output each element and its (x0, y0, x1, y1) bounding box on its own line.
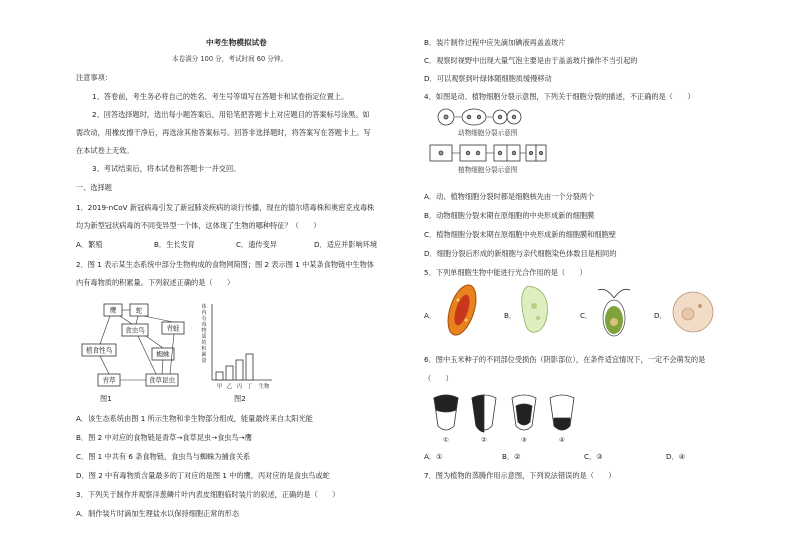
figure-2-label: 图2 (234, 394, 246, 403)
q6-option-c: C．③ (584, 452, 603, 461)
q3-option-a: A．制作装片时滴加生理盐水以保持细胞正常的形态 (76, 509, 240, 518)
chlamydomonas-image (594, 284, 634, 340)
y-label-char: 内 (201, 310, 207, 316)
food-web-node-snake: 蛇 (135, 306, 143, 315)
yeast-image (670, 290, 716, 334)
x-tick-ding: 丁 (246, 384, 253, 390)
y-label-char: 的 (201, 340, 207, 346)
q2-option-b: B．图 2 中对应的食物链是青草→食草昆虫→食虫鸟→鹰 (76, 433, 252, 442)
bar-jia (216, 372, 223, 380)
food-web-figure (80, 300, 192, 396)
section-heading: 一、选择题 (76, 183, 112, 192)
y-label-char: 有 (201, 316, 207, 322)
q6-option-a: A．① (424, 452, 443, 461)
seed-label-1: ① (443, 436, 449, 444)
animal-division-caption: 动物细胞分裂示意图 (458, 129, 518, 137)
notes-heading: 注意事项： (76, 73, 112, 82)
x-tick-bing: 丙 (236, 384, 243, 390)
food-web-node-eagle: 鹰 (109, 306, 117, 315)
seed-label-3: ③ (521, 436, 527, 444)
food-web-node-spider: 蜘蛛 (156, 350, 170, 359)
bacterium-image (438, 282, 486, 338)
q2-stem-line-1: 2．图 1 表示某生态系统中部分生物构成的食物网简图；图 2 表示图 1 中某条食物链中生物体 (76, 260, 374, 269)
q5-stem: 5．下列单细胞生物中能进行光合作用的是（ ） (424, 268, 587, 277)
q6-option-d: D．④ (666, 452, 686, 461)
q3-option-d: D．可以观察到叶绿体随细胞质缓慢移动 (424, 74, 552, 83)
q4-option-b: B．动物细胞分裂末期在原细胞的中央形成新的细胞膜 (424, 211, 595, 220)
q7-stem: 7．图为植物的蒸腾作用示意图，下列说法错误的是（ ） (424, 471, 616, 480)
food-web-node-grass: 青草 (102, 376, 116, 385)
y-label-char: 物 (201, 328, 207, 334)
note-2-line-2: 需改动，用橡皮擦干净后，再选涂其他答案标号。回答非选择题时，将答案写在答题卡上。写 (76, 128, 371, 137)
q1-stem-line-1: 1．2019-nCoV 新冠病毒引发了新冠肺炎疾病的谈行传播，现在的德尔塔毒株和奥密克戎毒株 (76, 203, 375, 212)
toxin-accumulation-chart (198, 300, 280, 392)
food-web-node-herbivorous-insect: 食草昆虫 (148, 376, 176, 385)
paramecium-image (516, 282, 556, 338)
q5-option-a: A． (424, 311, 437, 320)
food-web-node-frog: 青蛙 (166, 324, 180, 333)
note-1: 1、答卷前，考生务必将自己的姓名、考生号等填写在答题卡和试卷指定位置上。 (92, 92, 349, 101)
q1-option-b: B．生长发育 (154, 240, 195, 249)
q2-option-d: D．图 2 中有毒物质含量最多的丁对应的是图 1 中的鹰，丙对应的是食虫鸟或蛇 (76, 471, 330, 480)
q4-option-c: C．植物细胞分裂末期在原细胞中央形成新的细胞膜和细胞壁 (424, 230, 616, 239)
food-web-node-insectivorous-bird: 食虫鸟 (125, 326, 145, 335)
q2-stem-line-2: 内有毒物质的积累量。下列叙述正确的是（ ） (76, 278, 235, 287)
x-axis-label: 生物 (258, 384, 270, 390)
q6-stem-line-1: 6．图中玉米种子的不同部位受损伤（阴影部位），在条件适宜情况下，一定不会萌发的是 (424, 355, 706, 364)
q3-option-c: C．观察时视野中出现大量气泡主要是由于盖盖玻片操作不当引起的 (424, 56, 638, 65)
food-web-node-herbivorous-bird: 植食性鸟 (85, 346, 113, 355)
q4-stem: 4．如图是动、植物细胞分裂示意图，下列关于细胞分裂的描述，不正确的是（ ） (424, 92, 695, 101)
animal-cell-division-figure (436, 106, 526, 128)
y-label-char: 量 (201, 358, 207, 364)
y-label-char: 毒 (201, 322, 207, 328)
q6-stem-line-2: （ ） (424, 374, 453, 383)
q5-option-c: C． (580, 311, 593, 320)
plant-cell-division-figure (428, 142, 548, 164)
y-label-char: 累 (201, 352, 207, 358)
seed-label-4: ④ (559, 436, 565, 444)
q6-option-b: B．② (502, 452, 521, 461)
x-tick-yi: 乙 (226, 384, 233, 390)
q1-option-c: C．遗传变异 (236, 240, 277, 249)
seed-label-2: ② (481, 436, 487, 444)
x-tick-jia: 甲 (216, 384, 223, 390)
y-label-char: 积 (201, 346, 207, 352)
bar-yi (226, 366, 233, 380)
y-label-char: 体 (201, 304, 207, 310)
note-2-line-3: 在本试卷上无效。 (76, 146, 134, 155)
bar-ding (246, 354, 253, 380)
bar-bing (236, 360, 243, 380)
y-label-char: 质 (201, 334, 207, 340)
q5-option-d: D． (654, 311, 667, 320)
note-2-line-1: 2、回答选择题时，选出每小题答案后，用铅笔把答题卡上对应题目的答案标号涂黑。如 (92, 110, 370, 119)
page-subtitle: 本卷满分 100 分，考试时间 60 分钟。 (172, 55, 288, 63)
page-title: 中考生物模拟试卷 (206, 38, 267, 47)
plant-division-caption: 植物细胞分裂示意图 (458, 166, 518, 174)
q1-option-d: D．适应并影响环境 (314, 240, 378, 249)
q2-option-a: A．该生态系统由图 1 所示生物和非生物部分组成，能量最终来自太阳光能 (76, 414, 313, 423)
q5-option-b: B． (504, 311, 517, 320)
q3-option-b: B．装片制作过程中应先滴加碘液再盖盖玻片 (424, 38, 566, 47)
figure-1-label: 图1 (100, 394, 112, 403)
q1-stem-line-2: 均为新型冠状病毒的不同变异型一个体，这体现了生物的哪种特征？（ ） (76, 221, 321, 230)
q4-option-d: D．细胞分裂后形成的新细胞与亲代细胞染色体数目是相同的 (424, 249, 617, 258)
q3-stem: 3．下列关于制作并观察洋葱鳞片叶内表皮细胞临时装片的叙述，正确的是（ ） (76, 490, 340, 499)
note-3: 3、考试结束后，将本试卷和答题卡一并交回。 (92, 164, 241, 173)
q4-option-a: A．动、植物细胞分裂时都是细胞核先由一个分裂两个 (424, 192, 595, 201)
q2-option-c: C．图 1 中共有 6 条食物链，食虫鸟与蜘蛛为捕食关系 (76, 452, 251, 461)
q1-option-a: A．繁殖 (76, 240, 103, 249)
corn-seeds-figure (428, 392, 578, 444)
